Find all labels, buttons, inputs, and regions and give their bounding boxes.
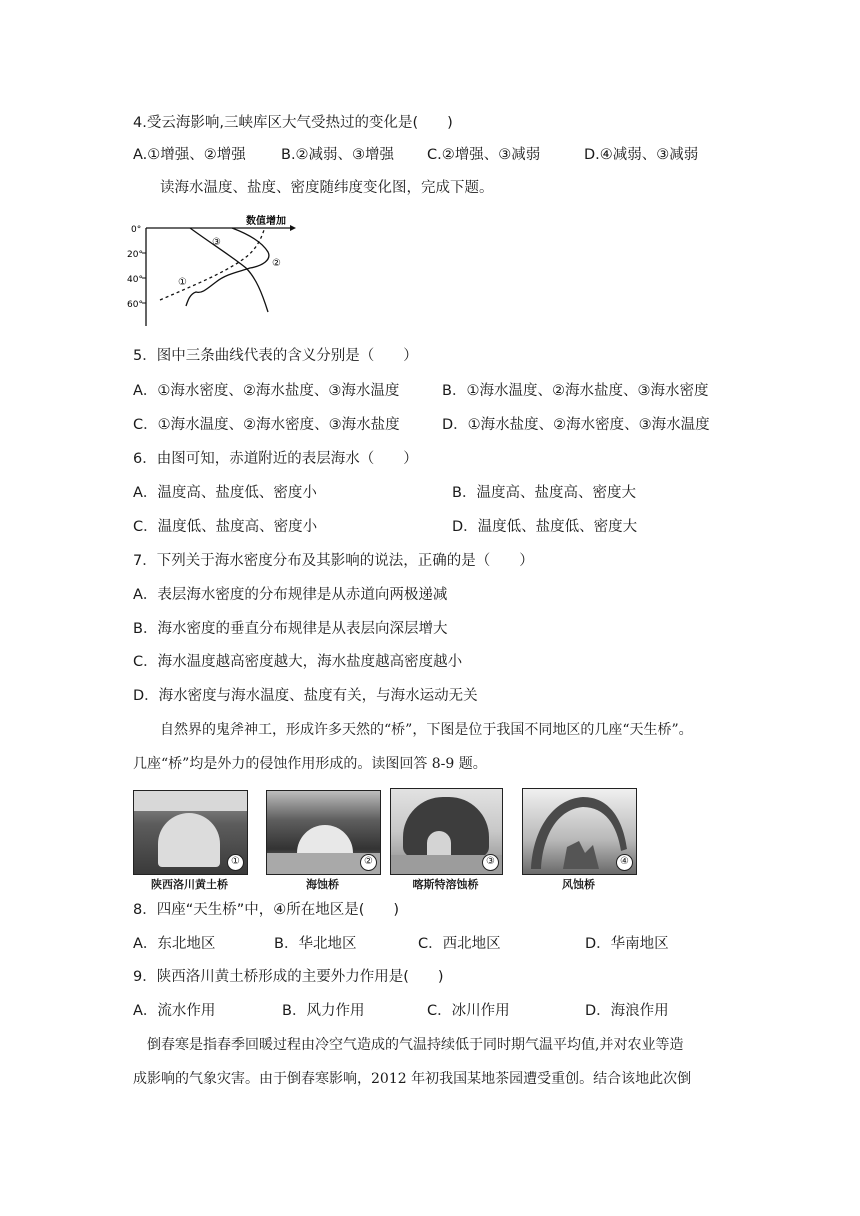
ocean-latitude-diagram — [122, 208, 302, 330]
caption-loess-bridge: 陕西洛川黄土桥 — [151, 878, 228, 891]
question-7-stem: 7．下列关于海水密度分布及其影响的说法，正确的是（ ） — [133, 553, 534, 569]
intro-late-spring-cold-line2: 成影响的气象灾害。由于倒春寒影响，2012 年初我国某地茶园遭受重创。结合该地此次倒 — [133, 1071, 692, 1087]
badge-1: ① — [227, 854, 244, 871]
q8-option-a: A．东北地区 — [133, 936, 216, 952]
q6-option-c: C．温度低、盐度高、密度小 — [133, 519, 318, 535]
q9-option-a: A．流水作用 — [133, 1003, 216, 1019]
q4-option-c: C.②增强、③减弱 — [427, 147, 541, 163]
q9-option-d: D．海浪作用 — [585, 1003, 669, 1019]
q6-option-a: A．温度高、盐度低、密度小 — [133, 485, 317, 501]
q8-option-d: D．华南地区 — [585, 936, 669, 952]
question-8-stem: 8．四座“天生桥”中，④所在地区是( ) — [133, 902, 400, 918]
q5-option-a: A．①海水密度、②海水盐度、③海水温度 — [133, 383, 400, 399]
tick-60: 60° — [127, 300, 143, 310]
q6-option-b: B．温度高、盐度高、密度大 — [452, 485, 636, 501]
question-9-stem: 9．陕西洛川黄土桥形成的主要外力作用是( ) — [133, 969, 444, 985]
curve-label-1: ① — [178, 277, 187, 288]
caption-wind-bridge: 风蚀桥 — [562, 878, 595, 891]
question-5-stem: 5．图中三条曲线代表的含义分别是（ ） — [133, 348, 418, 364]
q7-option-a: A．表层海水密度的分布规律是从赤道向两极递减 — [133, 587, 448, 603]
photo-wind-bridge — [522, 788, 637, 875]
caption-karst-bridge: 喀斯特溶蚀桥 — [412, 878, 479, 891]
q7-option-b: B．海水密度的垂直分布规律是从表层向深层增大 — [133, 621, 448, 637]
q8-option-b: B．华北地区 — [274, 936, 357, 952]
q5-option-c: C．①海水温度、②海水密度、③海水盐度 — [133, 417, 400, 433]
q5-option-d: D．①海水盐度、②海水密度、③海水温度 — [442, 417, 710, 433]
badge-3: ③ — [482, 854, 499, 871]
photo-karst-bridge — [390, 788, 503, 875]
intro-ocean-diagram: 读海水温度、盐度、密度随纬度变化图，完成下题。 — [160, 180, 494, 196]
q7-option-d: D．海水密度与海水温度、盐度有关，与海水运动无关 — [133, 688, 478, 704]
diagram-axis-title: 数值增加 — [246, 216, 286, 227]
q4-option-b: B.②减弱、③增强 — [281, 147, 395, 163]
question-4-stem: 4.受云海影响,三峡库区大气受热过的变化是( ) — [133, 115, 453, 131]
q4-option-a: A.①增强、②增强 — [133, 147, 246, 163]
photo-sea-bridge — [266, 790, 381, 875]
caption-sea-bridge: 海蚀桥 — [306, 878, 339, 891]
tick-20: 20° — [127, 250, 143, 260]
q5-option-b: B．①海水温度、②海水盐度、③海水密度 — [442, 383, 709, 399]
q8-option-c: C．西北地区 — [418, 936, 501, 952]
q9-option-c: C．冰川作用 — [427, 1003, 510, 1019]
q6-option-d: D．温度低、盐度低、密度大 — [452, 519, 638, 535]
photo-loess-bridge — [133, 790, 248, 875]
question-6-stem: 6．由图可知，赤道附近的表层海水（ ） — [133, 451, 418, 467]
q9-option-b: B．风力作用 — [282, 1003, 365, 1019]
curve-label-3: ③ — [212, 237, 221, 248]
badge-4: ④ — [616, 854, 633, 871]
intro-late-spring-cold-line1: 倒春寒是指春季回暖过程由冷空气造成的气温持续低于同时期气温平均值,并对农业等造 — [147, 1037, 684, 1053]
q7-option-c: C．海水温度越高密度越大，海水盐度越高密度越小 — [133, 654, 463, 670]
tick-0: 0° — [131, 225, 142, 235]
tick-40: 40° — [127, 275, 143, 285]
q4-option-d: D.④减弱、③减弱 — [584, 147, 699, 163]
badge-2: ② — [360, 854, 377, 871]
curve-2 — [186, 228, 269, 306]
curve-label-2: ② — [272, 258, 281, 269]
intro-natural-bridge-line2: 几座“桥”均是外力的侵蚀作用形成的。读图回答 8-9 题。 — [133, 756, 487, 772]
intro-natural-bridge-line1: 自然界的鬼斧神工，形成许多天然的“桥”，下图是位于我国不同地区的几座“天生桥”。 — [160, 722, 693, 738]
